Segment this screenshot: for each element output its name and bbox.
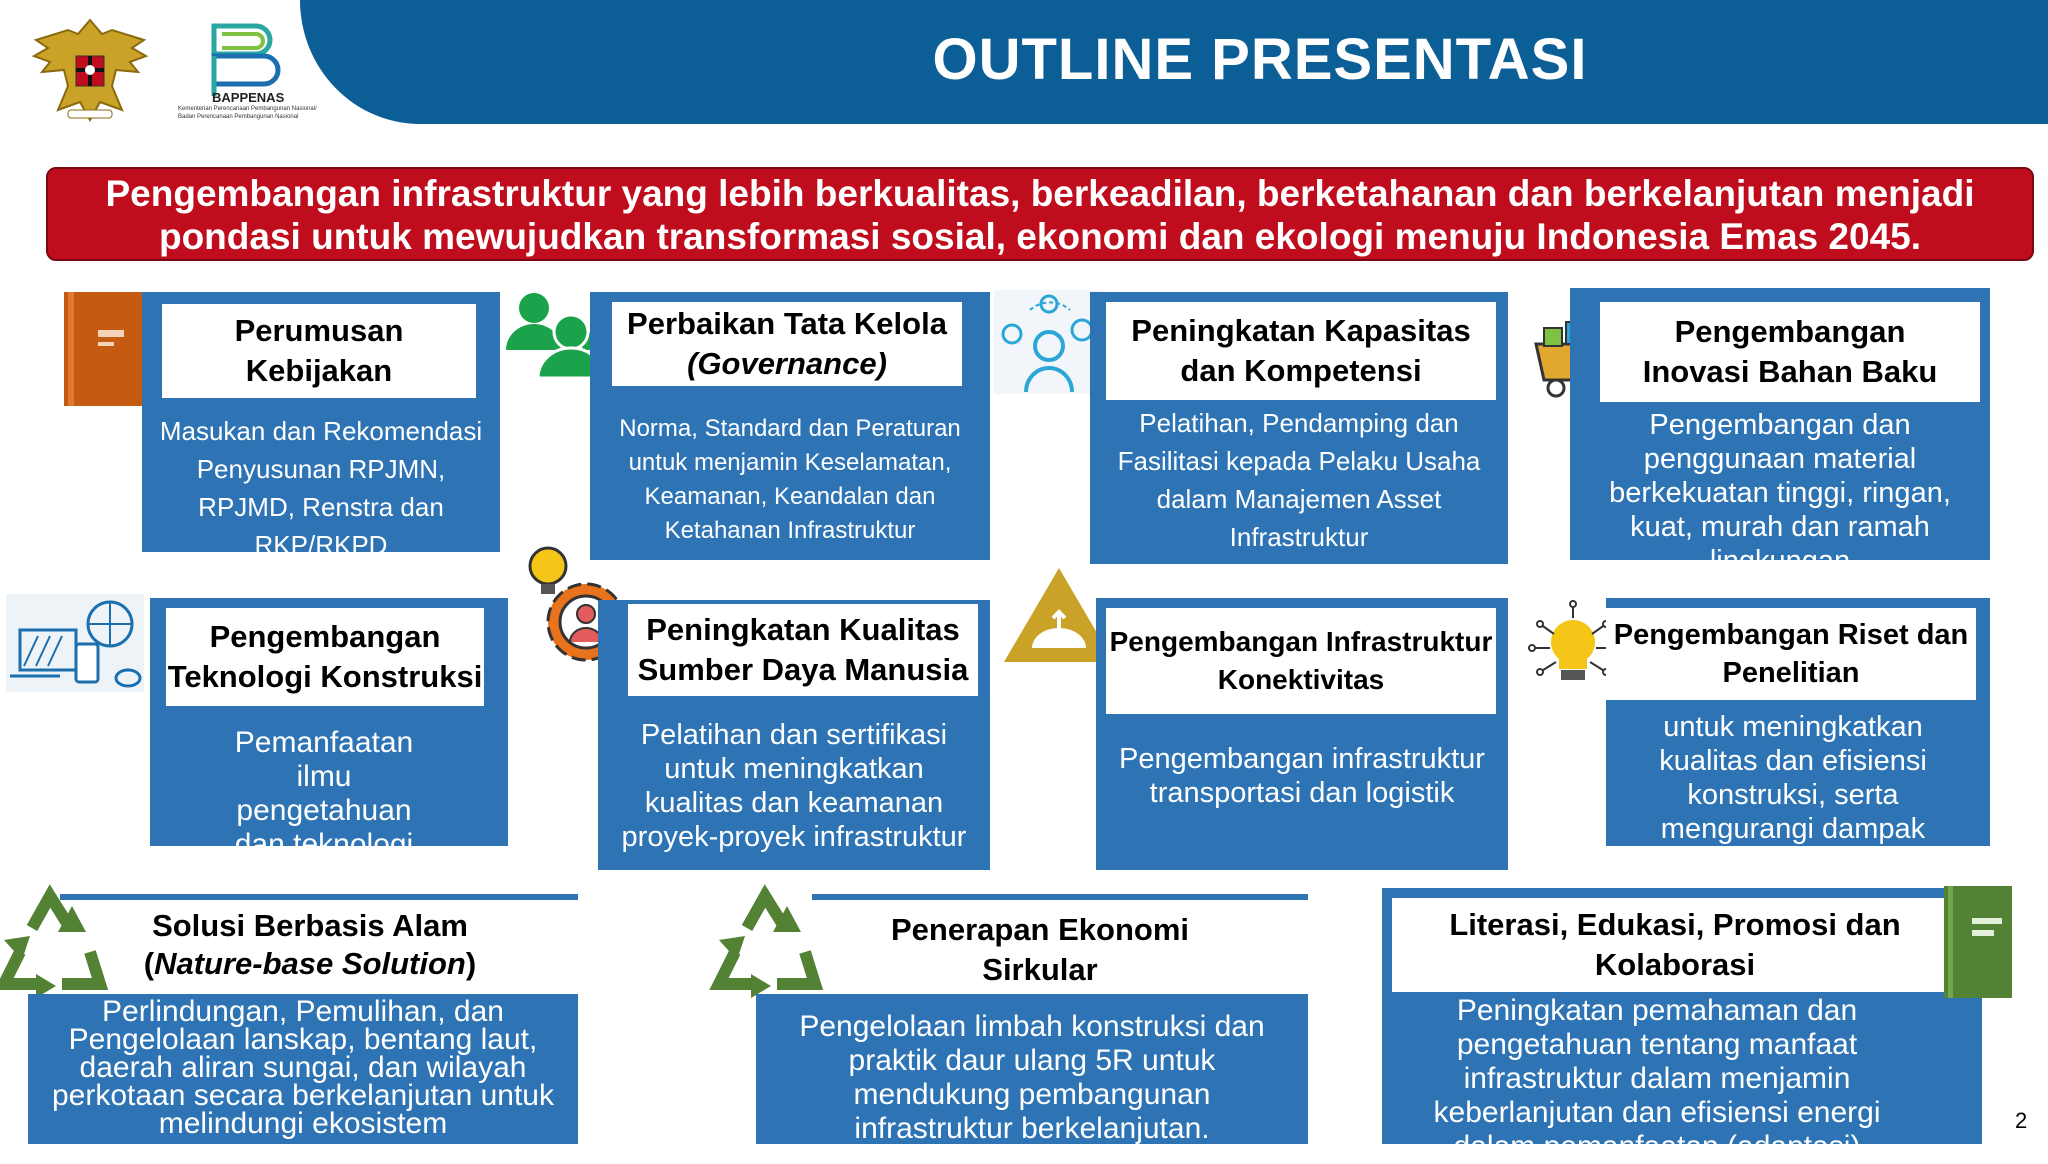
banner-line-1: Pengembangan infrastruktur yang lebih berkualitas, berkeadilan, berketahanan dan berkelanjutan menjadi	[105, 173, 1975, 214]
card-kapasitas-kompetensi	[1090, 292, 1508, 564]
card-description: Pemanfaatan ilmu pengetahuan dan teknologi	[234, 726, 414, 861]
card-infrastruktur-konektivitas	[1096, 598, 1508, 870]
card-title-nature-based: Solusi Berbasis Alam (Nature-base Solution)	[120, 904, 500, 986]
book-icon	[64, 292, 144, 406]
page-title: OUTLINE PRESENTASI	[932, 27, 1588, 92]
card-literasi-kolaborasi	[1382, 888, 1982, 1163]
card-title: Pengembangan Inovasi Bahan Baku	[1600, 302, 1980, 402]
card-title-ekonomi-sirkular: Penerapan Ekonomi Sirkular	[840, 908, 1240, 992]
card-title: Pengembangan Teknologi Konstruksi	[166, 608, 484, 706]
person-gears-icon	[994, 290, 1104, 394]
recycle-icon	[0, 876, 108, 1004]
page-number: 2	[2015, 1108, 2028, 1133]
card-ekonomi-sirkular	[756, 994, 1308, 1144]
card-title: Perumusan Kebijakan	[162, 304, 476, 398]
card-title: Literasi, Edukasi, Promosi dan Kolaborasi	[1392, 898, 1958, 992]
card-description: Perlindungan, Pemulihan, dan Pengelolaan lanskap, bentang laut, daerah aliran sungai, dan wilayah perkotaan secara berkelanjutan untuk melindungi ekosistem	[51, 995, 554, 1140]
bappenas-name: BAPPENAS	[212, 90, 285, 105]
card-description: Pelatihan dan sertifikasi untuk meningkatkan kualitas dan keamanan proyek-proyek infrastruktur	[621, 719, 967, 853]
card-description: Pengembangan infrastruktur transportasi dan logistik	[1119, 743, 1485, 809]
card-perumusan-kebijakan	[142, 292, 500, 560]
card-teknologi-konstruksi	[150, 598, 508, 861]
card-title: Peningkatan Kapasitas dan Kompetensi	[1106, 302, 1496, 400]
card-description: Pengelolaan limbah konstruksi dan praktik daur ulang 5R untuk mendukung pembangunan infrastruktur berkelanjutan.	[799, 1010, 1265, 1145]
card-nature-based-solution	[28, 994, 578, 1144]
card-description: Norma, Standard dan Peraturan untuk menjamin Keselamatan, Keamanan, Keandalan dan Ketahanan Infrastruktur	[619, 415, 961, 544]
card-description: Pengembangan dan penggunaan material berkekuatan tinggi, ringan, kuat, murah dan ramah lingkungan	[1609, 409, 1951, 577]
card-top-bar	[60, 894, 578, 900]
tech-devices-icon	[6, 594, 144, 692]
card-inovasi-bahan-baku	[1570, 288, 1990, 577]
card-description: Peningkatan pemahaman dan pengetahuan tentang manfaat infrastruktur dalam menjamin keberlanjutan dan efisiensi energi dalam pemanfaatan (adaptasi)	[1433, 994, 1881, 1163]
lightbulb-network-icon	[1528, 600, 1618, 692]
recycle-icon	[700, 876, 838, 1004]
card-kualitas-sdm	[598, 600, 990, 870]
card-title: Pengembangan Infrastruktur Konektivitas	[1106, 608, 1496, 714]
book-icon	[1944, 886, 2012, 998]
garuda-emblem-icon	[28, 10, 152, 134]
card-description: Masukan dan Rekomendasi Penyusunan RPJMN, RPJMD, Renstra dan RKP/RKPD	[159, 416, 483, 560]
card-top-bar	[812, 894, 1308, 900]
card-title: Peningkatan Kualitas Sumber Daya Manusia	[628, 604, 978, 696]
banner-line-2: pondasi untuk mewujudkan transformasi sosial, ekonomi dan ekologi menuju Indonesia Emas 2045.	[158, 216, 1922, 257]
card-title: Perbaikan Tata Kelola (Governance)	[612, 302, 962, 386]
card-riset-penelitian	[1606, 598, 1990, 879]
card-tata-kelola	[590, 292, 990, 560]
vision-banner	[46, 167, 2034, 261]
card-description: Pelatihan, Pendamping dan Fasilitasi kepada Pelaku Usaha dalam Manajemen Asset Infrastruktur	[1117, 408, 1481, 552]
card-description: untuk meningkatkan kualitas dan efisiensi konstruksi, serta mengurangi dampak lingkungan	[1659, 711, 1927, 879]
card-title: Pengembangan Riset dan Penelitian	[1606, 608, 1976, 700]
bappenas-subtitle: Kementerian Perencanaan Pembangunan Nasional/ Badan Perencanaan Pembangunan Nasional	[178, 106, 317, 120]
